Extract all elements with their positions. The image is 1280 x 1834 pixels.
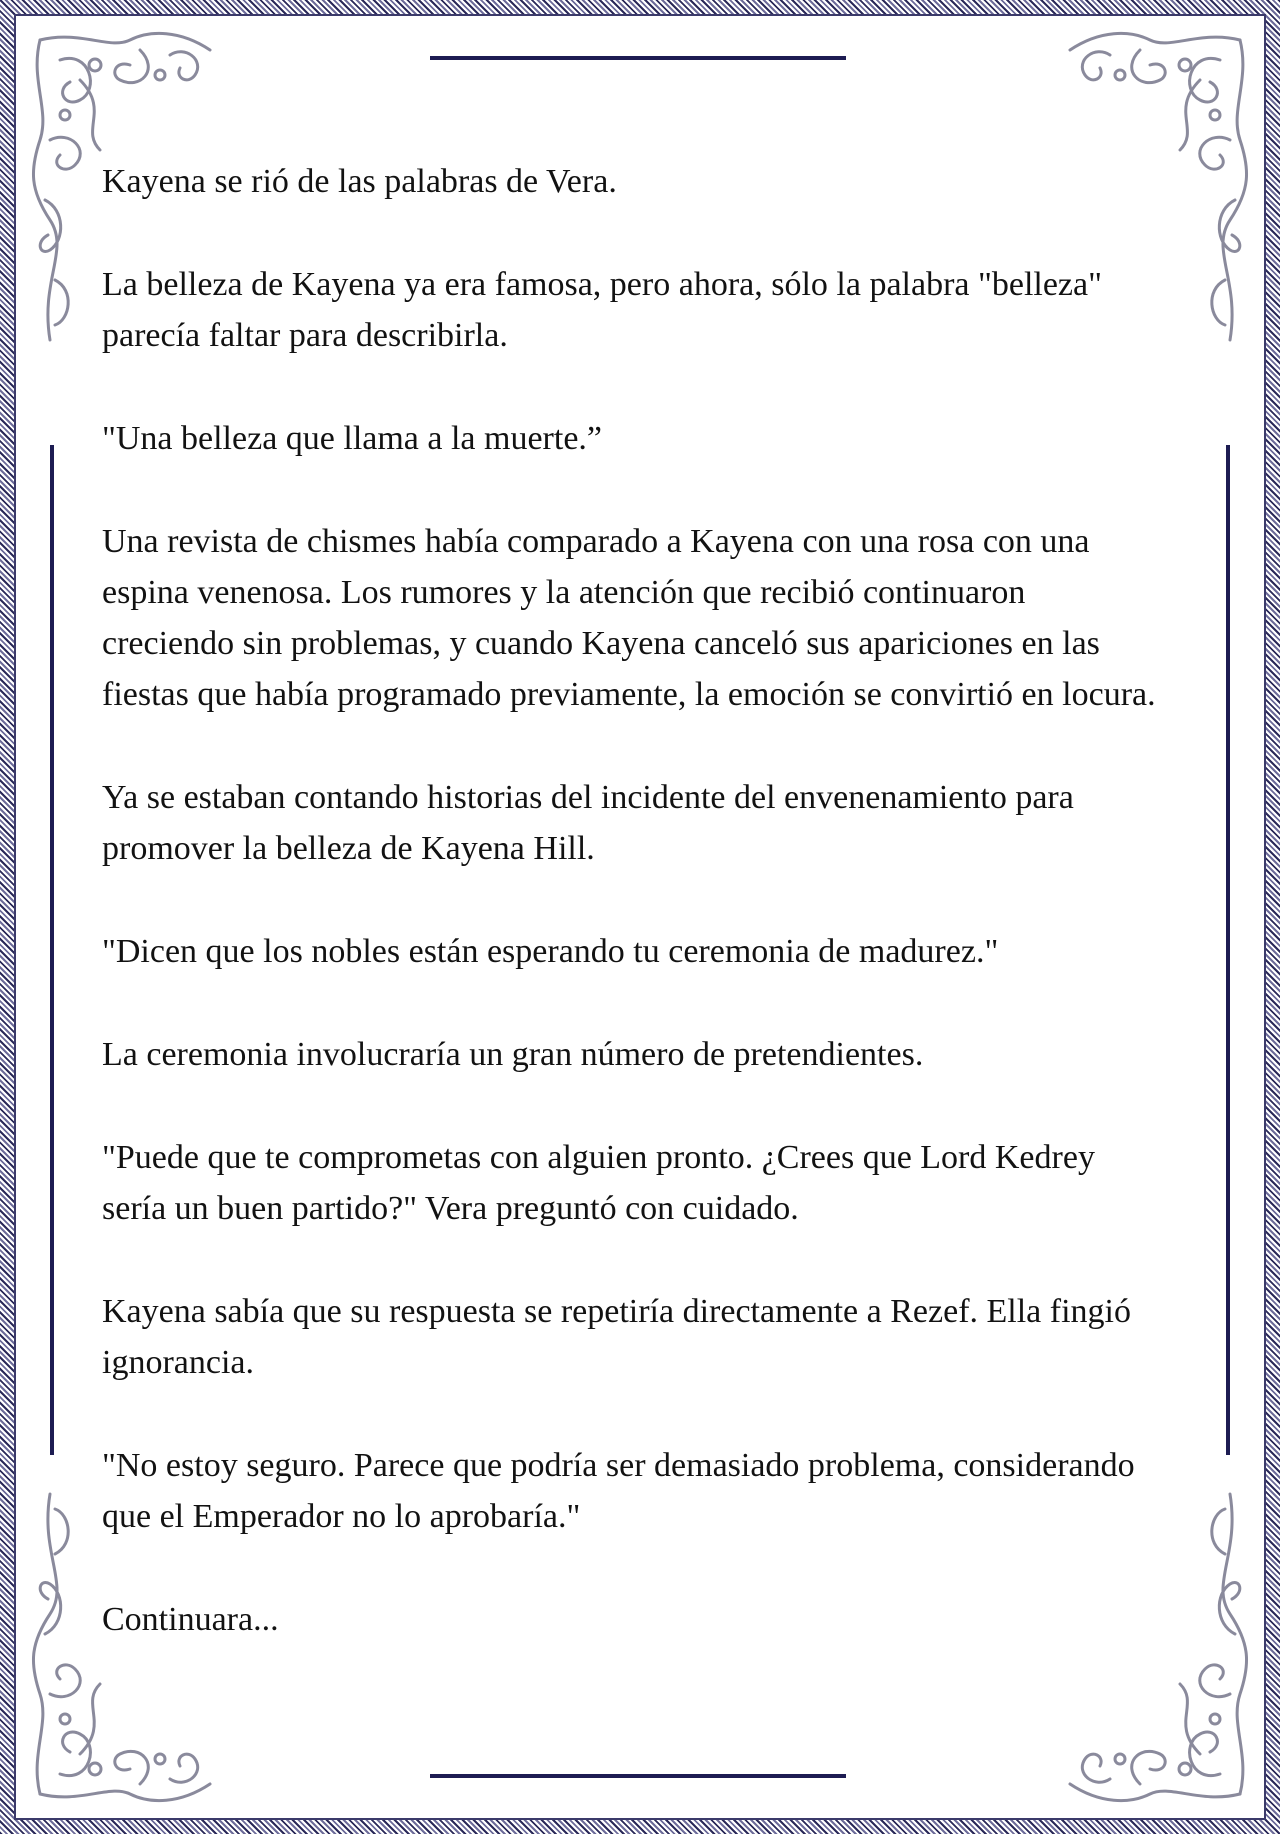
right-divider-line xyxy=(1226,445,1230,1455)
paragraph: Kayena sabía que su respuesta se repetiría directamente a Rezef. Ella fingió ignorancia. xyxy=(102,1293,1131,1381)
paragraph: La ceremonia involucraría un gran número de pretendientes. xyxy=(102,1036,924,1073)
paragraph: "No estoy seguro. Parece que podría ser demasiado problema, considerando que el Emperador no lo aprobaría." xyxy=(102,1447,1135,1535)
left-divider-line xyxy=(50,445,54,1455)
continuation-note: Continuara... xyxy=(102,1601,279,1638)
paragraph: "Puede que te comprometas con alguien pronto. ¿Crees que Lord Kedrey sería un buen partido?" Vera preguntó con cuidado. xyxy=(102,1139,1095,1227)
paragraph: "Una belleza que llama a la muerte.” xyxy=(102,420,603,457)
paragraph: "Dicen que los nobles están esperando tu ceremonia de madurez." xyxy=(102,933,999,970)
top-divider-line xyxy=(430,56,846,60)
story-text xyxy=(102,156,1162,1645)
paragraph: Ya se estaban contando historias del incidente del envenenamiento para promover la belleza de Kayena Hill. xyxy=(102,779,1074,867)
paragraph: Kayena se rió de las palabras de Vera. xyxy=(102,163,617,200)
paragraph: La belleza de Kayena ya era famosa, pero ahora, sólo la palabra "belleza" parecía faltar para describirla. xyxy=(102,266,1102,354)
bottom-divider-line xyxy=(430,1774,846,1778)
paragraph: Una revista de chismes había comparado a Kayena con una rosa con una espina venenosa. Los rumores y la atención que recibió continuaron creciendo sin problemas, y cuando Kayena canceló sus apariciones en las fiestas que había programado previamente, la emoción se convirtió en locura. xyxy=(102,523,1156,713)
